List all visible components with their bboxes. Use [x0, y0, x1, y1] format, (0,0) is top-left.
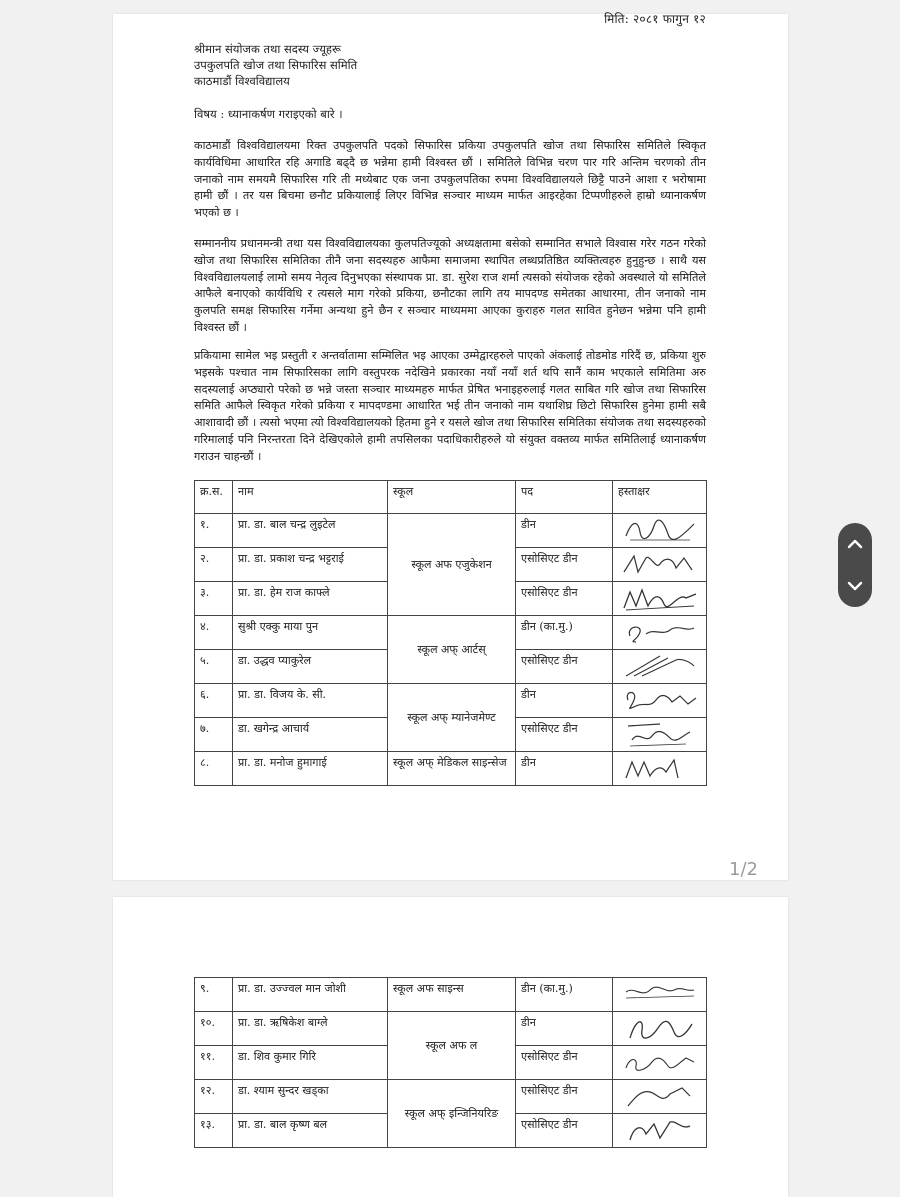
header-cell: पद: [516, 481, 613, 514]
signature-cell: [613, 684, 707, 718]
signature-cell: [613, 978, 707, 1012]
table-row: [195, 1012, 707, 1046]
table-row: [195, 684, 707, 718]
chevron-down-icon: [847, 581, 863, 591]
signature-icon: [619, 550, 701, 578]
name-cell: प्रा. डा. ऋषिकेश बाग्ले: [233, 1012, 388, 1046]
serial-cell: २.: [195, 548, 233, 582]
name-cell: डा. खगेन्द्र आचार्य: [233, 718, 388, 752]
post-cell: डीन: [516, 514, 613, 548]
letter-subject: विषय : ध्यानाकर्षण गराइएको बारे ।: [194, 107, 343, 121]
address-line: काठमाडौं विश्वविद्यालय: [194, 74, 290, 88]
serial-cell: ६.: [195, 684, 233, 718]
signature-icon: [619, 516, 701, 544]
school-cell: स्कूल अफ् इन्जिनियरिङ: [388, 1080, 516, 1148]
school-cell: स्कूल अफ साइन्स: [388, 978, 516, 1012]
signature-icon: [619, 686, 701, 714]
chevron-up-icon: [847, 539, 863, 549]
signature-icon: [619, 1014, 701, 1042]
address-line: श्रीमान संयोजक तथा सदस्य ज्यूहरू: [194, 42, 341, 56]
paragraph: काठमाडौं विश्वविद्यालयमा रिक्त उपकुलपति पदको सिफारिस प्रकिया उपकुलपति खोज तथा सिफारिस समितिले स्विकृत कार्यविधिमा आधारित रहि अगाडि बढ्दै छ भन्नेमा हामी विश्वस्त छौं । समितिले विभिन्न चरण पार गरि अन्तिम चरणको तीन जनाको नाम समयमै सिफारिस गरि ती मध्येबाट एक जना उपकुलपतिका रुपमा विश्वविद्यालयले छिट्टै पाउने आशा र भरोषामा हामी छौं । तर यस बिचमा छनौट प्रकियालाई लिएर विभिन्न सञ्चार माध्यम मार्फत आइरहेका टिप्पणीहरुले हाम्रो ध्यानाकर्षण भएको छ ।: [194, 139, 706, 220]
signature-cell: [613, 1114, 707, 1148]
signature-icon: [619, 1048, 701, 1076]
table-row: [195, 752, 707, 786]
document-page-1: [113, 14, 788, 880]
name-cell: डा. उद्धव प्याकुरेल: [233, 650, 388, 684]
table-row: [195, 616, 707, 650]
serial-cell: ११.: [195, 1046, 233, 1080]
recipient-address: [194, 41, 357, 89]
table-row: [195, 514, 707, 548]
serial-cell: ५.: [195, 650, 233, 684]
serial-cell: ४.: [195, 616, 233, 650]
post-cell: एसोसिएट डीन: [516, 718, 613, 752]
post-cell: एसोसिएट डीन: [516, 548, 613, 582]
school-cell: स्कूल अफ एजुकेशन: [388, 514, 516, 616]
signature-cell: [613, 616, 707, 650]
name-cell: प्रा. डा. विजय के. सी.: [233, 684, 388, 718]
signature-icon: [619, 584, 701, 612]
serial-cell: १०.: [195, 1012, 233, 1046]
name-cell: प्रा. डा. बाल कृष्ण बल: [233, 1114, 388, 1148]
name-cell: प्रा. डा. उज्ज्वल मान जोशी: [233, 978, 388, 1012]
name-cell: डा. शिव कुमार गिरि: [233, 1046, 388, 1080]
table-row: [195, 978, 707, 1012]
document-page-2: [113, 897, 788, 1197]
paragraph: प्रकियामा सामेल भइ प्रस्तुती र अन्तर्वातामा सम्मिलित भइ आएका उम्मेद्वारहरुले पाएको अंकलाई तोडमोड गरिदैं छ, प्रकिया शुरु भइसके पश्चात नाम सिफारिसका लागि वस्तुपरक नदेखिने प्रकारका नयाँ नयाँ शर्त थपि सानैं काम भएकाले समितिमा अरु सदस्यलाई अप्ठ्यारो परेको छ भन्ने जस्ता सञ्चार माध्यमहरु मार्फत प्रेषित भनाइहरुलाई गलत साबित गरि खोज तथा सिफारिस समिति आफैले स्विकृत गरेको प्रकिया र मापदण्डमा आधारित भई तीन जनाको नाम यथाशिघ्र छिटो सिफारिस हुनेमा हामी सबै आशावादी छौं । त्यसो भएमा त्यो विश्वविद्यालयको हितमा हुने र यसले खोज तथा सिफारिस समितिका संयोजक तथा सदस्यहरुको गरिमालाई पनि निरन्तरता दिने देखिएकोले हामी तपसिलका पदाधिकारीहरुले यो संयुक्त वक्तव्य मार्फत समितिलाई ध्यानाकर्षण गराउन चाहन्छौं ।: [194, 349, 706, 463]
serial-cell: ३.: [195, 582, 233, 616]
post-cell: डीन: [516, 752, 613, 786]
post-cell: डीन (का.मु.): [516, 616, 613, 650]
signature-icon: [619, 1116, 701, 1144]
name-cell: प्रा. डा. मनोज हुमागाई: [233, 752, 388, 786]
school-cell: स्कूल अफ् म्यानेजमेण्ट: [388, 684, 516, 752]
address-line: उपकुलपति खोज तथा सिफारिस समिति: [194, 58, 358, 72]
signature-cell: [613, 548, 707, 582]
paragraph: सम्माननीय प्रधानमन्त्री तथा यस विश्वविद्यालयका कुलपतिज्यूको अध्यक्षतामा बसेको सम्मानित सभाले विश्वास गरेर गठन गरेको खोज तथा सिफारिस समितिका तीनै जना सदस्यहरु आफैमा समाजमा स्थापित लब्धप्रतिष्ठित व्यक्तित्वहरु हुनुहुन्छ । साथै यस विश्वविद्यालयलाई लामो समय नेतृत्व दिनुभएका संस्थापक प्रा. डा. सुरेश राज शर्मा त्यसको संयोजक रहेको अवस्थाले यो समितिले आफैले बनाएको कार्यविधि र त्यसले माग गरेको प्रकिया, छनौटका लागि तय मापदण्ड समेतका आधारमा, तीन जनाको नाम कुलपति समक्ष सिफारिस गर्नेमा अन्यथा हुने छैन र सञ्चार माध्यममा आएका कुराहरु गलत सावित हुनेछन भन्नेमा पनि हामी विश्वस्त छौं ।: [194, 237, 706, 334]
serial-cell: १२.: [195, 1080, 233, 1114]
signature-cell: [613, 582, 707, 616]
signature-cell: [613, 718, 707, 752]
post-cell: एसोसिएट डीन: [516, 1046, 613, 1080]
table-header-row: [195, 481, 707, 514]
page-scroll-control: [838, 523, 872, 607]
name-cell: सुश्री एक्कु माया पुन: [233, 616, 388, 650]
name-cell: प्रा. डा. बाल चन्द्र लुइटेल: [233, 514, 388, 548]
post-cell: डीन (का.मु.): [516, 978, 613, 1012]
name-cell: प्रा. डा. प्रकाश चन्द्र भट्टराई: [233, 548, 388, 582]
name-cell: डा. श्याम सुन्दर खड्का: [233, 1080, 388, 1114]
page-number: 1/2: [729, 859, 758, 880]
post-cell: डीन: [516, 684, 613, 718]
signature-icon: [619, 618, 701, 646]
post-cell: एसोसिएट डीन: [516, 1114, 613, 1148]
school-cell: स्कूल अफ् मेडिकल साइन्सेज: [388, 752, 516, 786]
post-cell: एसोसिएट डीन: [516, 582, 613, 616]
signature-icon: [619, 720, 701, 748]
header-cell: हस्ताक्षर: [613, 481, 707, 514]
signatory-table-continued: [194, 977, 707, 1148]
serial-cell: १.: [195, 514, 233, 548]
signature-cell: [613, 752, 707, 786]
letter-date: मिति: २०८१ फागुन १२: [604, 12, 706, 26]
post-cell: एसोसिएट डीन: [516, 650, 613, 684]
school-cell: स्कूल अफ् आर्टस्: [388, 616, 516, 684]
table-row: [195, 1080, 707, 1114]
signature-icon: [619, 652, 701, 680]
post-cell: डीन: [516, 1012, 613, 1046]
signature-icon: [619, 1082, 701, 1110]
header-cell: स्कूल: [388, 481, 516, 514]
signature-icon: [619, 980, 701, 1008]
serial-cell: ७.: [195, 718, 233, 752]
scroll-down-button[interactable]: [838, 565, 872, 607]
signature-cell: [613, 1080, 707, 1114]
scroll-up-button[interactable]: [838, 523, 872, 565]
serial-cell: ९.: [195, 978, 233, 1012]
signature-cell: [613, 514, 707, 548]
post-cell: एसोसिएट डीन: [516, 1080, 613, 1114]
school-cell: स्कूल अफ ल: [388, 1012, 516, 1080]
signature-cell: [613, 1012, 707, 1046]
name-cell: प्रा. डा. हेम राज काफ्ले: [233, 582, 388, 616]
header-cell: नाम: [233, 481, 388, 514]
header-cell: क्र.स.: [195, 481, 233, 514]
serial-cell: ८.: [195, 752, 233, 786]
signature-cell: [613, 650, 707, 684]
serial-cell: १३.: [195, 1114, 233, 1148]
signature-cell: [613, 1046, 707, 1080]
signatory-table: [194, 480, 707, 786]
signature-icon: [619, 754, 701, 782]
